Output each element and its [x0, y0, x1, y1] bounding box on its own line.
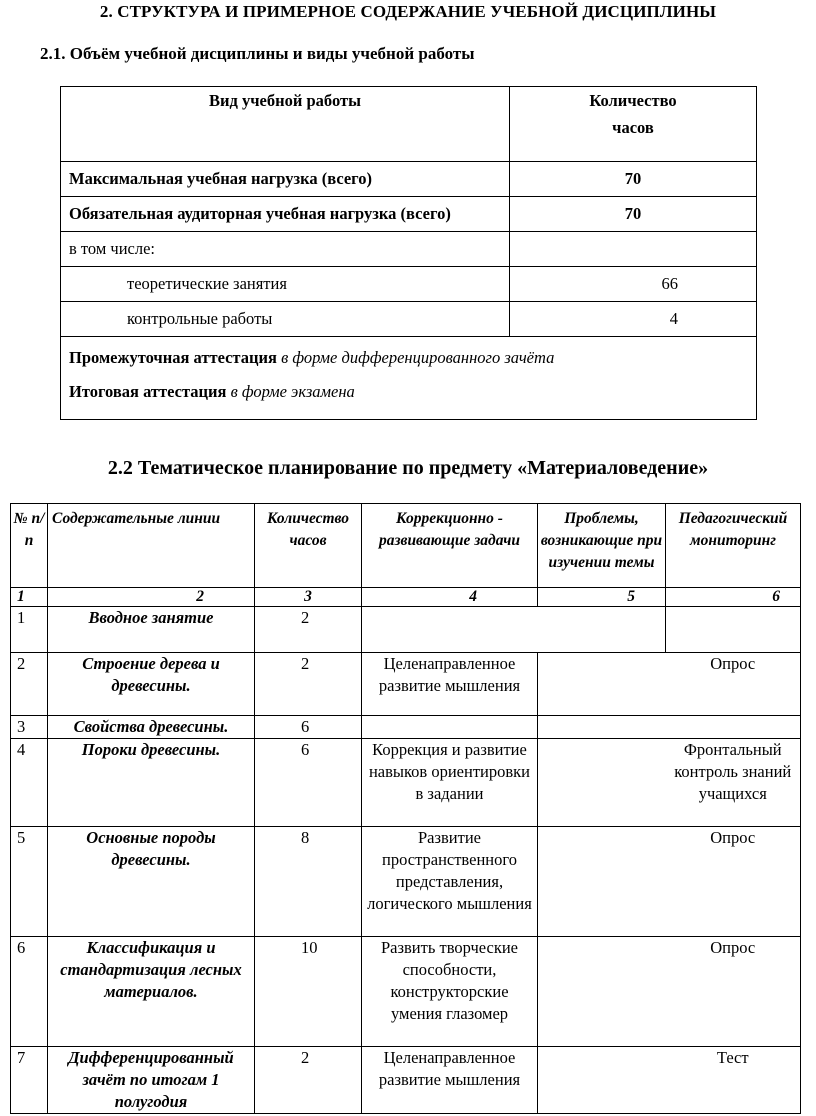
column-number-row: [11, 588, 801, 607]
row-problems: [538, 716, 666, 739]
header-hours: [510, 87, 757, 162]
row-task: Целенаправленное развитие мышления: [362, 1047, 538, 1114]
col-number-4: 4: [362, 588, 538, 607]
table-row: [11, 653, 801, 716]
row-hours: 8: [255, 827, 362, 937]
header-col-1: № п/п: [11, 504, 48, 588]
row-hours: 2: [255, 1047, 362, 1114]
header-col-2: Содержательные линии: [48, 504, 255, 588]
table-row: [61, 302, 757, 337]
row-topic: Основные породы древесины.: [48, 827, 255, 937]
header-col-3: Количество часов: [255, 504, 362, 588]
table-row: [11, 607, 801, 653]
row-topic: Дифференцированный зачёт по итогам 1 полугодия: [48, 1047, 255, 1114]
table-row: [11, 716, 801, 739]
row-task: [362, 607, 538, 653]
col-number-5: 5: [538, 588, 666, 607]
volume-table: [60, 86, 757, 420]
table-row: [11, 739, 801, 827]
table-row: [61, 337, 757, 420]
table-row: [11, 1047, 801, 1114]
row-monitoring: Опрос: [666, 937, 801, 1047]
attestation-cell: [61, 337, 757, 420]
mandatory-load-label: Обязательная аудиторная учебная нагрузка (всего): [61, 197, 510, 232]
row-problems: [538, 1047, 666, 1114]
row-number: 6: [11, 937, 48, 1047]
mandatory-load-value: 70: [510, 197, 757, 232]
row-monitoring: [666, 607, 801, 653]
row-monitoring: Фронтальный контроль знаний учащихся: [666, 739, 801, 827]
plan-table-header: [11, 504, 801, 588]
section-heading: 2.1. Объём учебной дисциплины и виды учебной работы: [40, 44, 475, 63]
col-number-1: 1: [11, 588, 48, 607]
col-number-3: 3: [255, 588, 362, 607]
plan-table: [10, 503, 801, 1114]
table-row: [11, 937, 801, 1047]
row-hours: 10: [255, 937, 362, 1047]
tests-value: 4: [510, 302, 757, 337]
header-col-6: Педагогический мониторинг: [666, 504, 801, 588]
including-label: в том числе:: [61, 232, 510, 267]
theme-heading: 2.2 Тематическое планирование по предмету «Материаловедение»: [107, 457, 709, 479]
row-problems: [538, 739, 666, 827]
row-hours: 6: [255, 716, 362, 739]
col-number-6: 6: [666, 588, 801, 607]
header-col-5: Проблемы, возникающие при изучении темы: [538, 504, 666, 588]
header-hours-line2: часов: [612, 118, 654, 137]
table-row: [61, 162, 757, 197]
row-number: 5: [11, 827, 48, 937]
theory-value: 66: [510, 267, 757, 302]
row-topic: Строение дерева и древесины.: [48, 653, 255, 716]
final-attestation: [69, 377, 748, 411]
row-hours: 2: [255, 653, 362, 716]
row-number: 1: [11, 607, 48, 653]
row-problems: [538, 937, 666, 1047]
table-row: [61, 267, 757, 302]
final-label: Итоговая аттестация: [69, 382, 227, 401]
table-row: [11, 827, 801, 937]
row-hours: 2: [255, 607, 362, 653]
intermediate-attestation: [69, 343, 748, 377]
row-number: 2: [11, 653, 48, 716]
col-number-2: 2: [48, 588, 255, 607]
header-work-type: Вид учебной работы: [61, 87, 510, 162]
row-number: 7: [11, 1047, 48, 1114]
page-heading: 2. СТРУКТУРА И ПРИМЕРНОЕ СОДЕРЖАНИЕ УЧЕБНОЙ ДИСЦИПЛИНЫ: [99, 2, 717, 21]
intermediate-form: в форме дифференцированного зачёта: [281, 348, 555, 367]
tests-label: контрольные работы: [61, 302, 510, 337]
row-number: 4: [11, 739, 48, 827]
final-form: в форме экзамена: [230, 382, 355, 401]
row-monitoring: Опрос: [666, 653, 801, 716]
volume-table-header: [61, 87, 757, 162]
row-task: Развитие пространственного представления, логического мышления: [362, 827, 538, 937]
intermediate-label: Промежуточная аттестация: [69, 348, 277, 367]
row-hours: 6: [255, 739, 362, 827]
table-row: [61, 197, 757, 232]
row-task: Целенаправленное развитие мышления: [362, 653, 538, 716]
row-number: 3: [11, 716, 48, 739]
row-monitoring: [666, 716, 801, 739]
row-task: Развить творческие способности, конструкторские умения глазомер: [362, 937, 538, 1047]
row-topic: Пороки древесины.: [48, 739, 255, 827]
theory-label: теоретические занятия: [61, 267, 510, 302]
row-task: Коррекция и развитие навыков ориентировки в задании: [362, 739, 538, 827]
row-topic: Свойства древесины.: [48, 716, 255, 739]
row-topic: Классификация и стандартизация лесных материалов.: [48, 937, 255, 1047]
max-load-value: 70: [510, 162, 757, 197]
row-topic: Вводное занятие: [48, 607, 255, 653]
row-monitoring: Опрос: [666, 827, 801, 937]
row-problems: [538, 607, 666, 653]
row-problems: [538, 653, 666, 716]
row-task: [362, 716, 538, 739]
header-hours-line1: Количество: [589, 91, 677, 110]
row-problems: [538, 827, 666, 937]
table-row: [61, 232, 757, 267]
including-value: [510, 232, 757, 267]
max-load-label: Максимальная учебная нагрузка (всего): [61, 162, 510, 197]
row-monitoring: Тест: [666, 1047, 801, 1114]
header-col-4: Коррекционно - развивающие задачи: [362, 504, 538, 588]
